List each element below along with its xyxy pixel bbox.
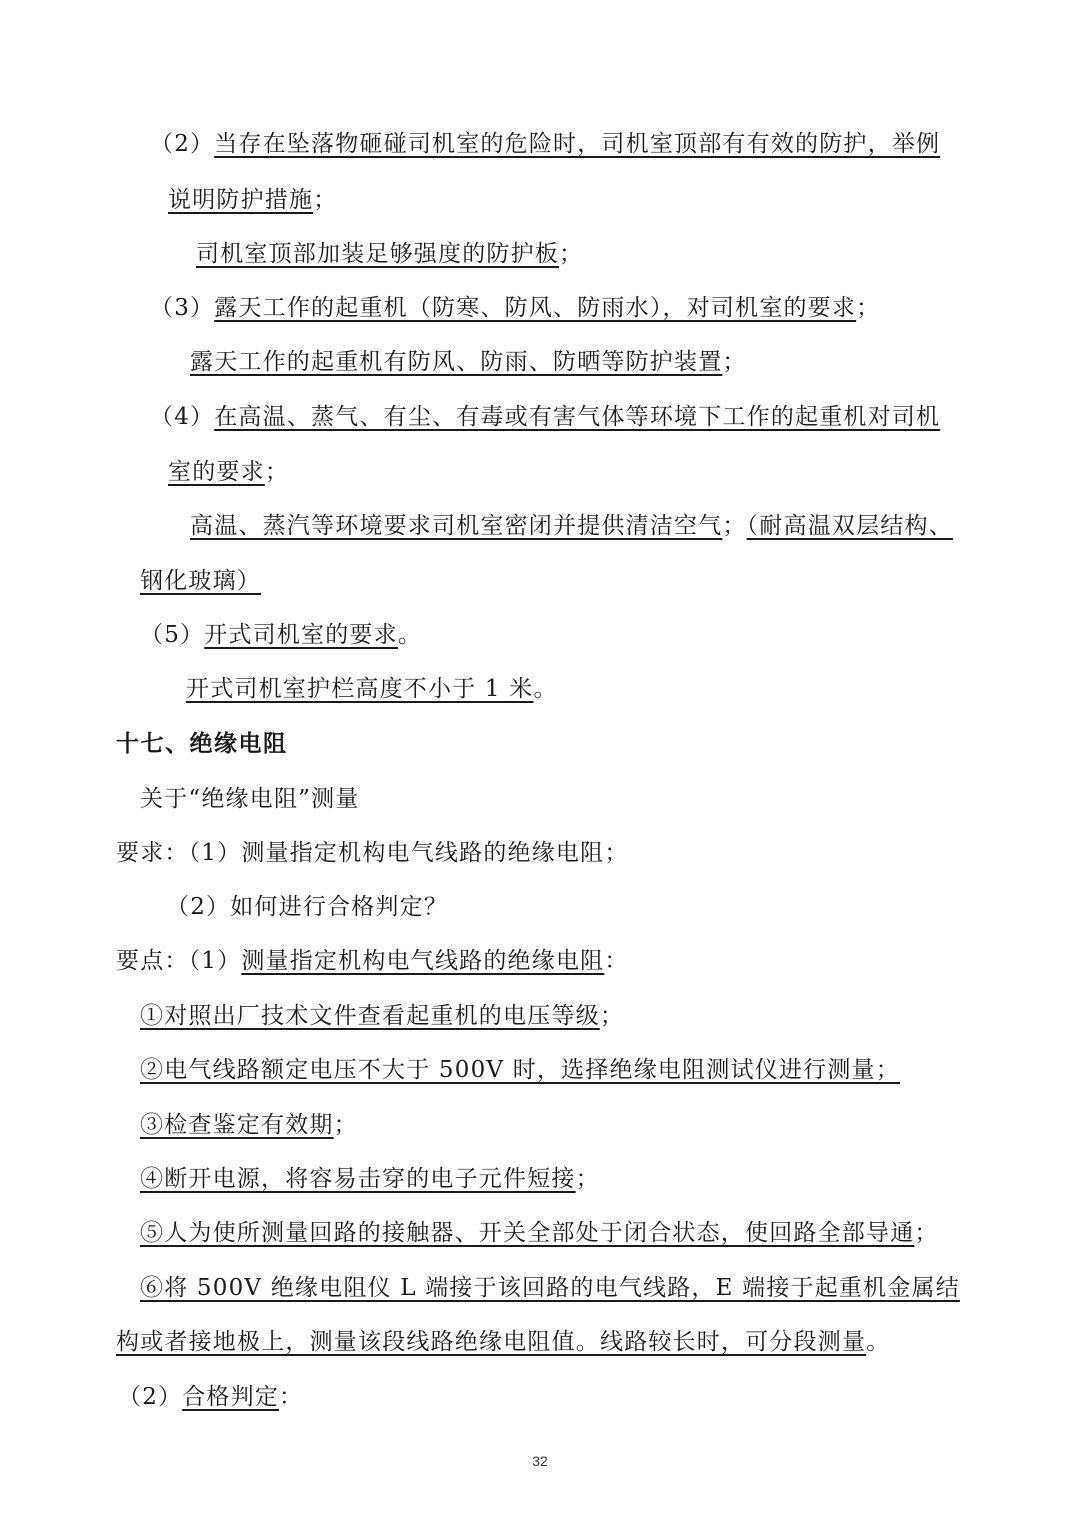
- punctuation: 。: [397, 622, 423, 648]
- intro-text: 关于“绝缘电阻”测量: [140, 786, 360, 812]
- item-number: （2）: [118, 1384, 183, 1410]
- answer-3: [190, 347, 747, 377]
- step-text: ①对照出厂技术文件查看起重机的电压等级: [140, 1003, 600, 1029]
- question-number: （3）: [150, 295, 215, 321]
- punctuation: ；: [333, 1112, 358, 1138]
- step-text: ③检查鉴定有效期: [140, 1112, 334, 1138]
- judgement-heading: [118, 1382, 303, 1412]
- step-3: [140, 1110, 358, 1140]
- answer-2: [196, 239, 583, 269]
- page-number: 32: [532, 1453, 548, 1469]
- step-4: [140, 1164, 600, 1194]
- question-4-line-2: [168, 457, 289, 487]
- answer-text: 露天工作的起重机有防风、防雨、防晒等防护装置: [190, 349, 723, 375]
- punctuation: ：: [604, 948, 629, 974]
- question-3: [150, 293, 880, 323]
- punctuation: ；: [722, 513, 747, 539]
- question-number: （4）: [150, 404, 215, 430]
- question-number: （5）: [140, 622, 205, 648]
- answer-5: [186, 674, 558, 704]
- step-text: ⑥将 500V 绝缘电阻仪 L 端接于该回路的电气线路，E 端接于起重机金属结: [140, 1275, 960, 1301]
- question-4-line-1: [150, 402, 940, 432]
- punctuation: ；: [914, 1220, 939, 1246]
- step-2: [140, 1055, 900, 1085]
- requirement-2: （2）如何进行合格判定？: [166, 894, 449, 920]
- question-text: 室的要求: [168, 459, 265, 485]
- key-point-1: [116, 946, 629, 976]
- punctuation: 。: [533, 676, 558, 702]
- question-text: 露天工作的起重机（防寒、防风、防雨水），对司机室的要求: [214, 295, 857, 321]
- step-text: 构或者接地极上，测量该段线路绝缘电阻值。线路较长时，可分段测量: [116, 1329, 867, 1355]
- question-text: 说明防护措施: [168, 187, 314, 213]
- question-2-line-1: [150, 129, 940, 159]
- step-6-line-1: [140, 1273, 960, 1303]
- step-1: [140, 1001, 624, 1031]
- punctuation: ；: [559, 241, 584, 267]
- question-text: 在高温、蒸气、有尘、有毒或有害气体等环境下工作的起重机对司机: [214, 404, 941, 430]
- answer-text: 开式司机室护栏高度不小于 1 米: [186, 676, 534, 702]
- punctuation: ：: [279, 1384, 304, 1410]
- requirement-1: 要求：（1）测量指定机构电气线路的绝缘电阻；: [116, 840, 629, 866]
- punctuation: 。: [866, 1329, 891, 1355]
- punctuation: ；: [264, 459, 290, 485]
- answer-text: （耐高温双层结构、: [746, 513, 953, 539]
- punctuation: ；: [856, 295, 881, 321]
- answer-text: 钢化玻璃）: [140, 568, 261, 594]
- key-text: 测量指定机构电气线路的绝缘电阻: [241, 948, 605, 974]
- answer-4-line-2: [140, 566, 261, 596]
- step-text: ⑤人为使所测量回路的接触器、开关全部处于闭合状态，使回路全部导通: [140, 1220, 915, 1246]
- question-text: 当存在坠落物砸碰司机室的危险时，司机室顶部有有效的防护，举例: [214, 131, 941, 157]
- punctuation: ；: [599, 1003, 625, 1029]
- judgement-text: 合格判定: [182, 1384, 280, 1410]
- key-label: 要点：（1）: [116, 948, 242, 974]
- question-number: （2）: [150, 131, 215, 157]
- step-6-line-2: [116, 1327, 890, 1357]
- punctuation: ；: [575, 1166, 600, 1192]
- answer-text: 司机室顶部加装足够强度的防护板: [196, 241, 559, 267]
- question-2-line-2: [168, 185, 337, 215]
- answer-text: 高温、蒸汽等环境要求司机室密闭并提供清洁空气: [190, 513, 723, 539]
- question-text: 开式司机室的要求: [204, 622, 398, 648]
- question-5: [140, 620, 422, 650]
- step-text: ④断开电源，将容易击穿的电子元件短接: [140, 1166, 576, 1192]
- step-5: [140, 1218, 939, 1248]
- answer-4-line-1: [190, 511, 953, 541]
- punctuation: ；: [313, 187, 338, 213]
- punctuation: ；: [722, 349, 747, 375]
- section-heading: 十七、绝缘电阻: [116, 730, 288, 757]
- step-text: ②电气线路额定电压不大于 500V 时，选择绝缘电阻测试仪进行测量；: [140, 1057, 900, 1083]
